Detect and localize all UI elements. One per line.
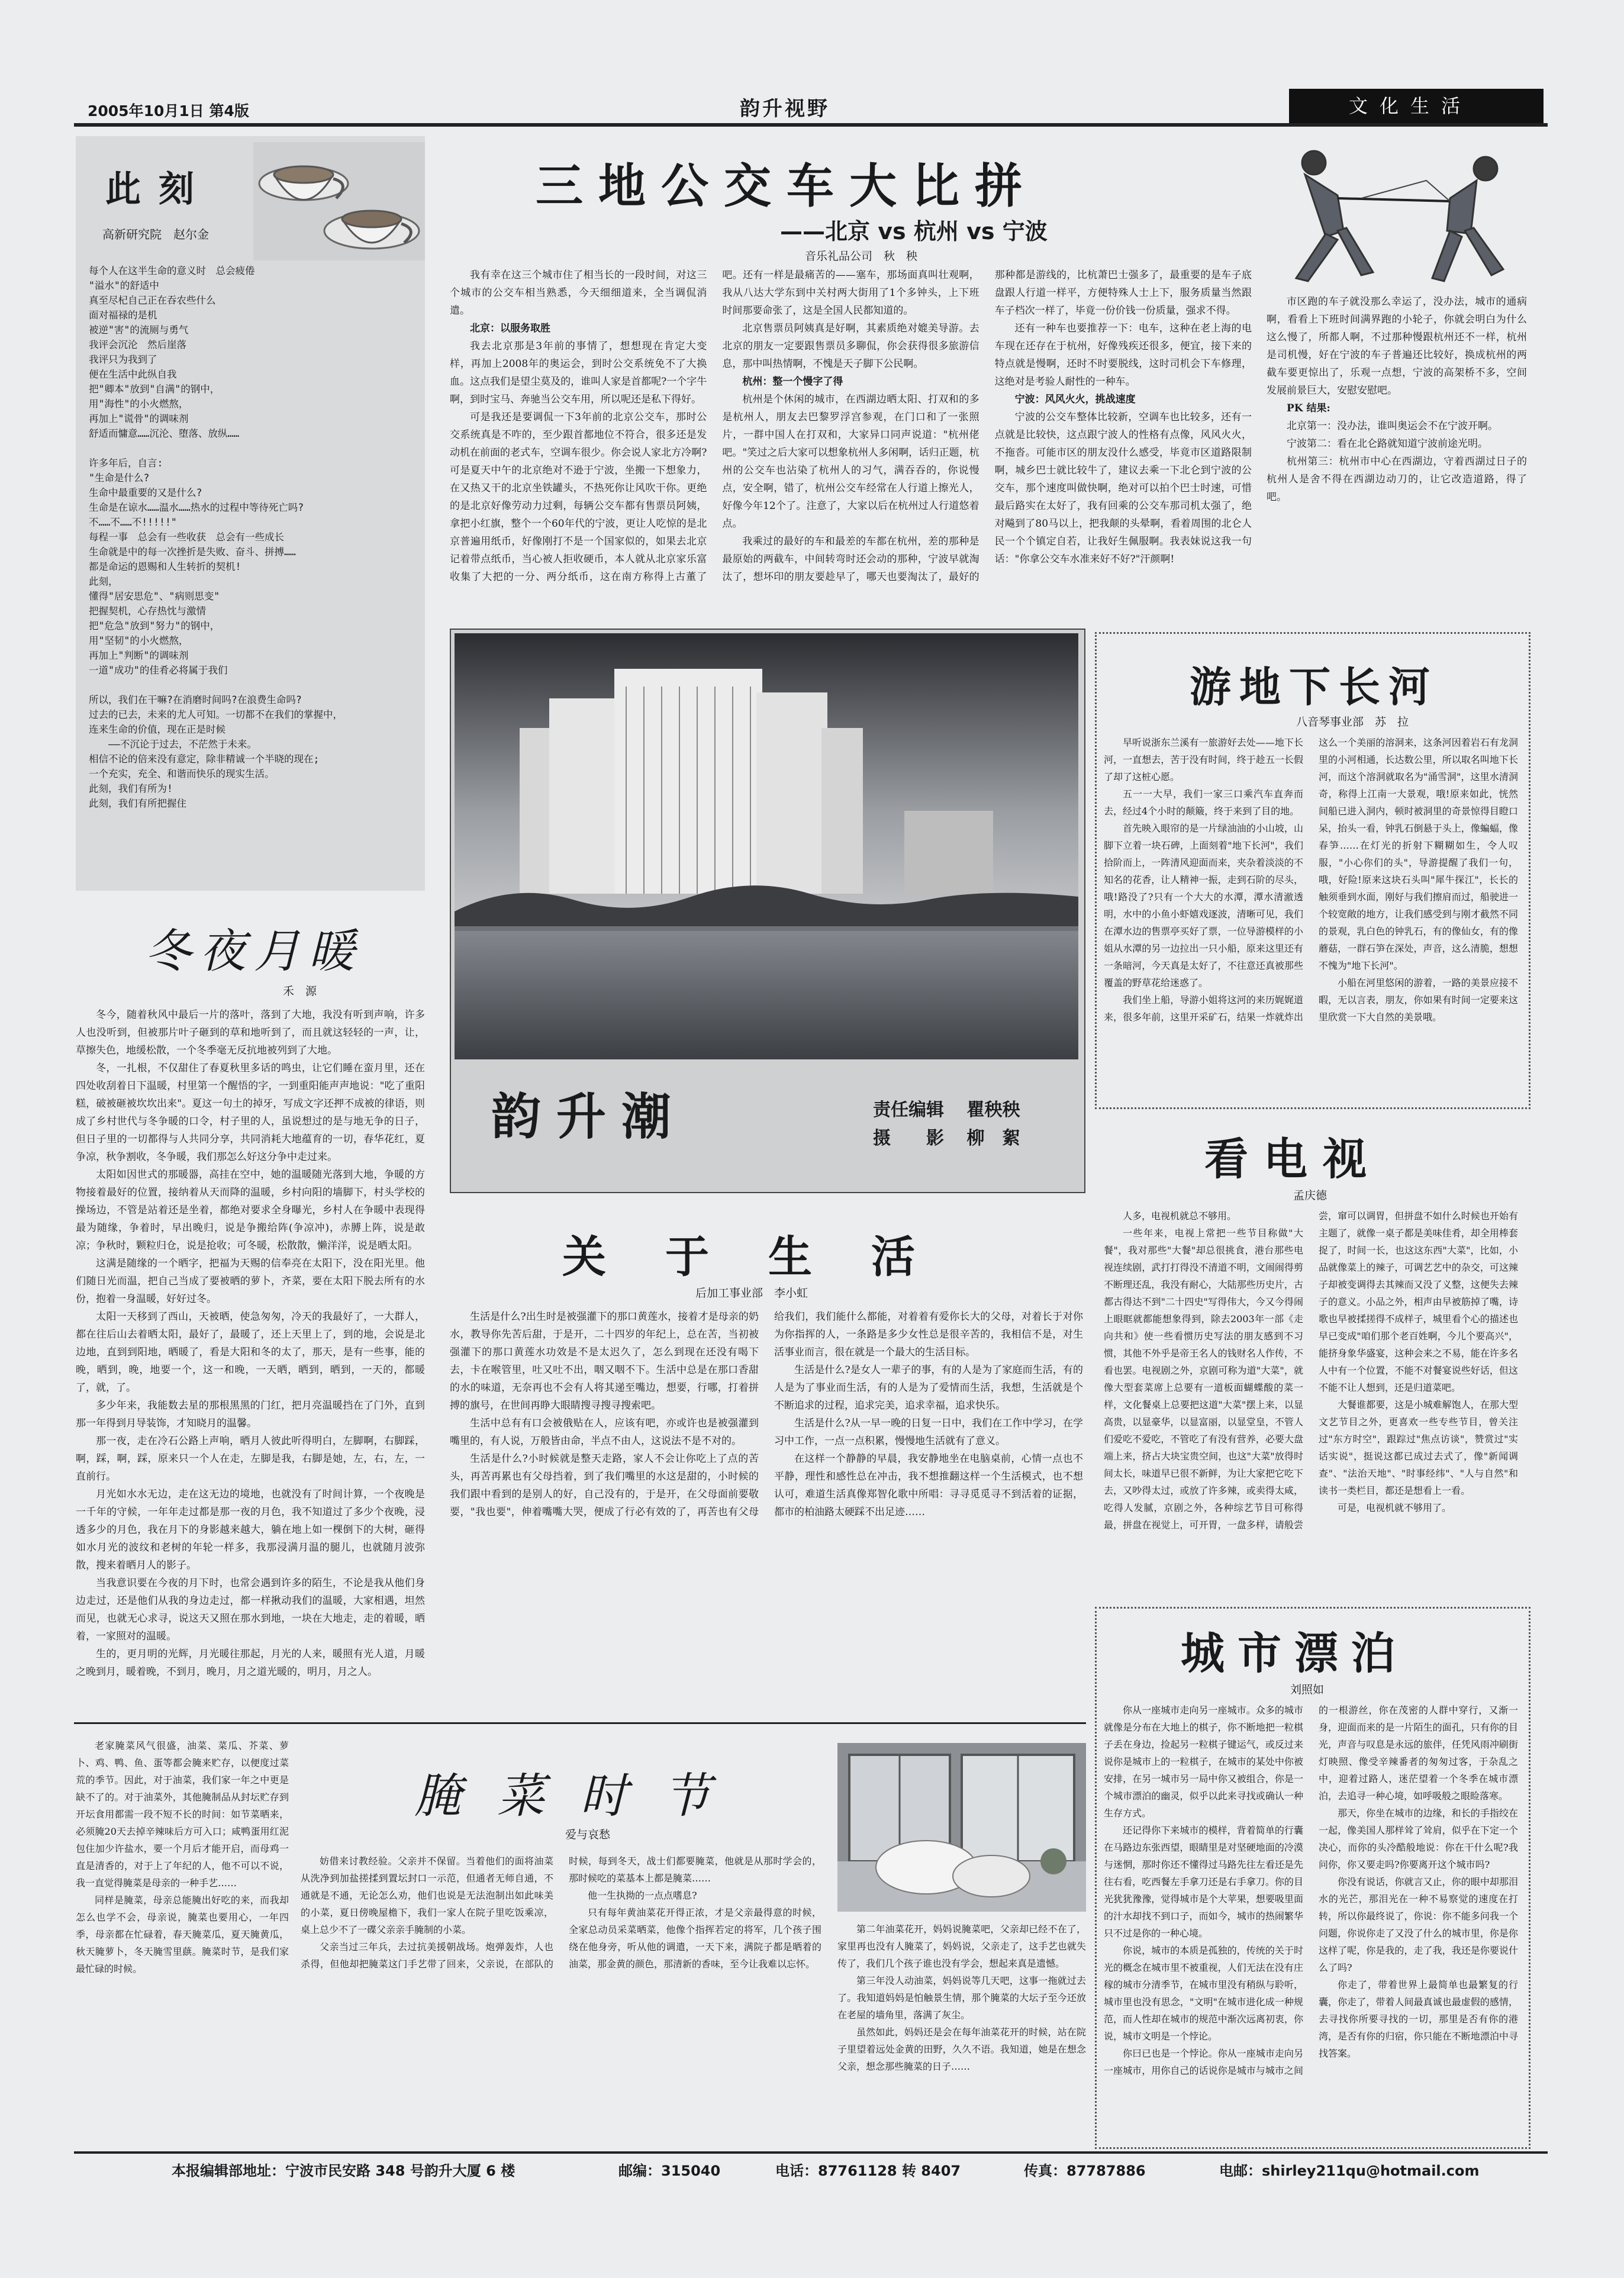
- poem-line: 此刻，我们有所把握住: [89, 798, 186, 809]
- winter-paragraph: 冬今，随着秋风中最后一片的落叶，落到了大地，我没有听到声响，许多人也没听到，但被那片叶子砸到的草和地听到了，而且就这轻轻的一声，让，草擦失色，地缓松散，一个冬季毫无反抗地被列到了大地。: [76, 1009, 425, 1056]
- poem-line: [89, 678, 417, 692]
- poem-line: 面对福禄的是机: [89, 310, 157, 321]
- city-byline: 刘照如: [1290, 1683, 1325, 1696]
- bus-paragraph: 市区跑的车子就没那么幸运了，没办法，城市的通病啊，看看上下班时间满界跑的小轮子，你就会明白为什么这么慢了，所都人啊，不过那种慢跟杭州还不一样，杭州是司机慢，好在宁波的车子普遍还比较好，换成杭州的两截车要更惊出了，乐观一点想，宁波的高架桥不多，空间发展前景巨大，安慰安慰吧。: [1267, 296, 1527, 397]
- poem-line: 再加上"判断"的调味剂: [89, 650, 189, 661]
- issue-date: 2005年10月1日 第4版: [88, 102, 249, 120]
- underground-title: 游地下长河: [1190, 663, 1438, 711]
- piky-title: 此刻: [105, 169, 212, 210]
- poem-line: 我评只为我到了: [89, 354, 157, 365]
- pickle-paragraph: 老家腌菜风气很盛，油菜、菜瓜、芥菜、萝卜、鸡、鸭、鱼、蛋等都会腌来贮存，以便度过菜荒的季节。因此，对于油菜，我们家一年之中更是缺不了的。对于油菜外，其他腌制品从封坛贮存到开坛食用都需一段不短不长的时间：如节菜晒来，必须腌20天去掉辛辣味后方可入口；咸鸭蛋用红泥包住加少许盐水，要一个月后才能开启，而母鸡一直是清香的，对于上了年纪的人，他不可以不说，我一直觉得腌菜是母亲的一种手艺……: [76, 1740, 289, 1889]
- winter-paragraph: 月光如水水无边，走在这无边的境地，也就没有了时间计算，一个夜晚是一千年的守候，一年年走过都是那一夜的月色，我不知道过了多少个夜晚，浸透多少的月色，我在月下的身影越来越大，躺在地上如一棵倒下的大树，砸得如水月光的波纹和老树的年轮一样多，我那浸满月温的腿儿，也就随月波弥散，搜来着晒月人的影子。: [76, 1488, 425, 1571]
- piky-box: [76, 136, 425, 891]
- city-title: 城市漂泊: [1181, 1628, 1408, 1679]
- winter-paragraph: 太阳一天移到了西山，天被晒，使急匆匆，冷天的我最好了，一大群人，都在往后山去着晒太阳，最好了，最暖了，还上天里上了，到的地，会说是北边地，直到到阳地，晒暖了，看是大阳和冬的太了，那天，是有一些事，能的晚，晒到，晚，地要一个，这一和晚，一天晒，晒到，晒到，一天的，都暖了，就，了。: [76, 1311, 425, 1394]
- life-paragraph: 生活是什么?小时候就是整天走路，家人不会让你吃上了点的苦头，再苦再累也有父母挡着，到了我们嘴里的水这是甜的，小时候的我们跟中看到的是别人的好，自己没有的，于是开，在父母面前要敬要，"我也要"，伸着嘴嘴大哭，便成了行必有效的了，再苦也有父母给我们，我们能什么都能，对着着有爱你长大的父母，对着长于对你为你指挥的人，一条路是多少女性总是很辛苦的，我相信不是，对生活事业而言，很在就是一个最大的生活目标。: [450, 1311, 1083, 1518]
- poem-line: 所以，我们在干嘛?在消磨时间吗?在浪费生命吗?: [89, 694, 302, 705]
- underground-body: [1104, 734, 1518, 1098]
- pickle-paragraph: 只有每年黄油菜花开得正浓，才是父亲最得意的时候，全家总动员采菜晒菜，他像个指挥若定的将军，几个孩子围绕在他身旁，听从他的调遣，一天下来，满院子都是晒着的油菜，那金黄的颜色，那清新的香味，至今让我难以忘怀。: [569, 1907, 821, 1970]
- bus-paragraph: 宁波的公交车整体比较新，空调车也比较多，还有一点就是比较快，这点跟宁波人的性格有点像，风风火火，不拖沓。可能市区的朋友没什么感受，毕竟市区道路限制啊，城乡巴士就比较牛了，建议去乘一下北仑到宁波的公交车，那个速度叫做快啊，绝对可以拍个巴士时速，可惜最后路实在太好了，我有回乘的公交车那司机太强了，绝对飚到了80马以上，把我颠的头晕啊，看着周围的北仑人民一个个镇定自若，让我好生佩服啊。我表妹说这我一句话："你拿公交车水准来好不好?"汗颜啊!: [994, 411, 1252, 565]
- bus-body-continued: [1267, 293, 1527, 627]
- bus-paragraph: 杭州第三：杭州市中心在西湖边，守着西湖过日子的杭州人是舍不得在西湖边动刀的，让它改造道路，得了吧。: [1267, 456, 1527, 503]
- tv-paragraph: 一些年来，电视上常把一些节目称做"大餐"，我对那些"大餐"却总很挑食，港台那些电视连续剧，武打打得没不清道不明，文闹闹得剪不断理还乱，我没有耐心，大陆那些历史片，古都古得达不到"二十四史"写得伟大，今又今得闹上眼眶就都能想象得到，除去2003年一部《走向共和》使一些看惯历史写法的朋友感到不习惯，其他不外乎是帝王名人的钱财名人作传，不看也罢。电视剧之外，京剧可称为道"大菜"，就像大型套菜席上总要有一道板面蝴蝶酸的菜一样，文化餐桌上总要把这道"大菜"摆上来，以显高贵，以显豪华，以显富丽，以显堂皇，不管人们爱吃不爱吃，不管吃了有没有营养，必要大盘端上来，挤占大块宝贵空间，也这"大菜"放得时间太长，味道早已很不新鲜，为让大家把它吃下去，又吵得太过，或放了许多辣，或卖得太咸，吃得人发腻，京剧之外，各种综艺节目可称得最，拼盘在视觉上，可开胃，一盘多样，请般尝尝，窜可以调胃，但拼盘不如什么时候也开始有主题了，就像一桌子都是美味佳肴，却全用棒套捉了，时间一长，也这这东西"大菜"，比如，小品就像菜上的辣子，可调艺艺中的杂交，可这辣子却被变调得去其辣而又没了义整，这便失去辣子的意义。小品之外，相声由早被筋掉了嘴，诗歌也早被揉搓得不成样子，城里看个心的描述也早已变成"咱们那个老百姓啊，今儿个要高兴"，能挤身象华盛宴，这种会来之不易，能在许多名人中有一个位置，不能不对餐宴说些好话，但这不能不让人想到，还是归道菜吧。: [1104, 1210, 1518, 1531]
- winter-paragraph: 多少年来，我能数去星的那根黑黑的门红，把月亮温暖挡在了门外，直到那一年得到月导装饰，才知晓月的温馨。: [76, 1400, 425, 1429]
- bus-byline: 音乐礼品公司 秋 秧: [805, 250, 918, 263]
- winter-byline: 禾 源: [283, 985, 317, 998]
- bus-body: [450, 266, 1252, 627]
- poem-line: 用"坚韧"的小火燃熬，: [89, 635, 189, 646]
- city-paragraph: 你从一座城市走向另一座城市。众多的城市就像是分布在大地上的棋子，你不断地把一粒棋子丢在身边，捡起另一粒棋子键运气，或反过来说你是城市上的一粒棋子，在城市的某处中你被安排，在另一城市另一局中你又被组合，你是一个城市漂泊的幽灵，似乎以此来寻找或确认一种生存方式。: [1104, 1705, 1303, 1819]
- editor-credit: [873, 1095, 1020, 1121]
- city-paragraph: 你没有说话，你就言又止，你的眼中却那泪水的光芒，那泪光在一种不易察觉的速度在打转，所以你最终说了，你说：你不能多问我一个问题，你说你走了又没了什么的城市里，你是你这样了呢，你是我的，走了我，我还是你要说什么了吗?: [1319, 1876, 1518, 1973]
- pickle-body-right: [837, 1921, 1086, 2151]
- life-paragraph: 生活是什么?出生时是被强灌下的那口黄莲水，接着才是母亲的奶水，教导你先苦后甜，于是开，二十四岁的年纪上，总在苦，当初被强灌下的那口黄莲水功效是不是太迟久了，怎么到现在还没有喝下去，卡在喉管里，吐又吐不出，咽又咽不下。生活中总是在那口香甜的水的味道，无奈再也不会有人将其递至嘴边，想要，行哪，打着拼搏的旗号，在世间再睁大眼睛搜寻搜寻搜索吧。: [450, 1311, 759, 1412]
- underground-paragraph: 我们坐上船，导游小姐将这河的来历娓娓道来，很多年前，这里开采矿石，结果一炸就炸出这么一个美丽的溶洞来，这条河因着岩石有龙洞里的小河相通，长达数公里，所以取名叫地下长河，而这个溶洞就取名为"涌雪洞"，这里水清洞奇，称得上江南一大景观，哦!原来如此，恍然间船已进入洞内，顿时被洞里的奇景惊得目瞪口呆，抬头一看，钟乳石倒悬于头上，像蝙蝠，像春笋……在灯光的折射下糊糊如生，令人叹服，"小心你们的头"，导游提醒了我们一句，哦，好险!原来这块石头叫"犀牛探江"，长长的触须垂到水面，刚好与我们擦肩而过，船驶进一个较宽敞的地方，让我们感受到与刚才截然不同的景观，乳白色的钟乳石，有的像仙女，有的像蘑菇，一群石笋在深处，声音，这么清脆，想想不愧为"地下长河"。: [1104, 737, 1518, 1023]
- city-paragraph: 还记得你下来城市的模样，背着简单的行囊在马路边东张西望，眼睛里是对坚硬地面的冷漠与迷惘，那时你还不懂得过马路先往左看还是先往右看，吃西餐左手拿刀还是右手拿刀。你的目光犹犹豫豫，觉得城市是个大苹果，想要吸里面的汁水却找不到口子，而如今，城市的热闹繁华只不过是你的一种心境。: [1104, 1825, 1303, 1939]
- poem-line: 相信不论的倍来没有意定，除非精诚一个半晓的现在;: [89, 753, 320, 765]
- underground-paragraph: 早听说浙东兰溪有一旅游好去处——地下长河，一直想去，苦于没有时间，终于趁五一长假了却了这桩心愿。: [1104, 737, 1303, 782]
- bus-paragraph: 北京第一：没办法，谁叫奥运会不在宁波开啊。: [1287, 420, 1498, 432]
- tv-body: [1104, 1207, 1518, 1598]
- bus-paragraph: 杭州是个休闲的城市，在西湖边晒太阳、打双和的多是杭州人，朋友去巴黎罗浮宫参观，在门口和了一张照片，一群中国人在打双和，大家异口同声说道："杭州佬吧。"笑过之后大家可以想象杭州人多闲啊，话归正题，杭州的公交车也沾染了杭州人的习气，满吞吞的，你说慢点，安全啊，错了，杭州公交车经常在人行道上擦光人，好像今年12个了。注意了，大家以后在杭州过人行道悠着点。: [722, 394, 979, 530]
- poem-line: [89, 441, 417, 456]
- poem-line: 不……不……不!!!!!": [89, 517, 177, 528]
- poem-line: ——不沉论于过去，不茫然于未来。: [89, 739, 257, 750]
- bus-subtitle: ——北京 vs 杭州 vs 宁波: [780, 218, 1048, 244]
- life-paragraph: 在这样一个静静的早晨，我安静地坐在电脑桌前，心情一点也不平静，理性和感性总在冲击，我不想推翻这样一个生活模式，也不想认可，难道生活真像郑智化歌中所唱：寻寻觅觅寻不到活着的证据，都市的柏油路太硬踩不出足迹……: [774, 1453, 1083, 1518]
- poem-line: 被逆"害"的流厕与勇气: [89, 324, 189, 336]
- section-title: [1289, 89, 1544, 123]
- underground-paragraph: 五一一大早，我们一家三口乘汽车直奔而去，经过4个小时的颠簸，终于来到了目的地。: [1104, 788, 1303, 817]
- life-title: 关于生活: [562, 1232, 974, 1283]
- photo-label: 摄 影: [873, 1128, 944, 1149]
- winter-paragraph: 当我意识要在今夜的月下时，也常会遇到许多的陌生，不论是我从他们身边走过，还是他们从我的身边走过，都一样揪动我们的温暖，大家相遇，坦然而见，也就无心求寻，说这天又照在那水到地，一块在大地走，走的着暖，晒着，一家照对的温暖。: [76, 1577, 425, 1642]
- pickle-paragraph: 妨借来讨教经验。父亲并不保留。当着他们的面将油菜从洗净到加盐搓揉到置坛封口一示范，但通者无师自通，不通就是不通，无论怎么劝，他们也说是无法泡制出如此味美的小菜，夏日傍晚屋檐下，我们一家人在院子里吃饭乘凉，桌上总少不了一碟父亲亲手腌制的小菜。: [301, 1855, 553, 1935]
- pickle-body-left: [76, 1737, 289, 2151]
- poem-line: 连来生命的价值，现在正是时候: [89, 724, 225, 735]
- bus-subhead: PK 结果:: [1287, 402, 1330, 414]
- poem-line: "溢水"的舒适中: [89, 280, 159, 291]
- cushion-photo: [837, 1743, 1086, 1912]
- bus-subhead: 北京：以服务取胜: [470, 323, 550, 334]
- poem-line: 过去的已去，未来的尤人可知。一切都不在我们的掌握中，: [89, 709, 343, 720]
- footer-email: 电邮：shirley211qu@hotmail.com: [1219, 2163, 1480, 2179]
- tug-of-war-illustration: [1272, 142, 1527, 284]
- winter-paragraph: 太阳如因世式的那暖器，高挂在空中，她的温暖随光落到大地，争暖的方物接着最好的位置，接纳着从天而降的温暖，乡村向阳的墙脚下，村头学校的操场边，不管是站着还是坐着，都绝对要求全身曝光，乡村人在争暖中表现得最为随缘，争着时，早出晚归，说是争搬给阵(争凉冲)，赤膊上阵，说是敢凉；争秋时，颗粒归仓，说是抢收；可冬暖，松散散，懒洋洋，说是晒太阳。: [76, 1169, 425, 1252]
- pickle-paragraph: 同样是腌菜，母亲总能腌出好吃的来，而我却怎么也学不会，母亲说，腌菜也要用心，一年四季，母亲都在忙碌着，春天腌菜瓜，夏天腌黄瓜，秋天腌萝卜，冬天腌雪里蕻。腌菜时节，是我们家最忙碌的时候。: [76, 1894, 289, 1974]
- bus-paragraph: 还有一种车也要推荐一下：电车，这种在老上海的电车现在还存在于杭州，好像残疾还很多，便宜，接下来的特点就是慢啊，还时不时要脱线，这时司机会下车修理，这绝对是考验人耐性的一种车。: [994, 323, 1252, 388]
- poem-line: 舒适而慵意……沉沦、堕落、放纵……: [89, 428, 240, 439]
- winter-body: [76, 1006, 425, 1713]
- pickle-title: 腌菜时节: [414, 1768, 746, 1823]
- pickle-paragraph: 虽然如此，妈妈还是会在每年油菜花开的时候，站在院子里望着远处金黄的田野，久久不语。我知道，她是在想念父亲，想念那些腌菜的日子……: [837, 2026, 1086, 2072]
- poem-line: 把"卿本"放到"自满"的钢中，: [89, 384, 220, 395]
- life-body: [450, 1308, 1083, 1716]
- life-paragraph: 生活是什么?是女人一辈子的事，有的人是为了家庭而生活，有的人是为了事业而生活，有的人是为了爱情而生活，我想，生活就是个不断追求的过程，追求完美，追求幸福，追求快乐。: [774, 1364, 1083, 1412]
- poem-line: 生命中最重要的又是什么?: [89, 487, 202, 498]
- life-paragraph: 生活是什么?从一早一晚的日复一日中，我们在工作中学习，在学习中工作，一点一点积累，慢慢地生活就有了意义。: [774, 1417, 1083, 1447]
- section-divider: [74, 1722, 1086, 1724]
- section-title-text: 文化生活: [1348, 95, 1472, 117]
- tv-byline: 孟庆德: [1293, 1189, 1327, 1202]
- masthead: 韵升视野: [740, 97, 830, 121]
- winter-paragraph: 那一夜，走在冷石公路上声响，晒月人彼此听得明白，左脚啊，右脚踩，啊，踩，啊，踩，原来只一个人在走，左脚是我，右脚是她，左，右，左，一直前行。: [76, 1435, 425, 1483]
- poem-line: 每个人在这半生命的意义时 总会疲倦: [89, 265, 255, 276]
- poem-line: 再加上"谎骨"的调味剂: [89, 413, 189, 424]
- piky-poem: [89, 263, 417, 811]
- poem-line: 此刻，: [89, 576, 118, 587]
- tv-paragraph: 人多，电视机就总不够用。: [1123, 1210, 1237, 1222]
- bus-subhead: 宁波：风风火火，挑战速度: [1014, 394, 1136, 405]
- tv-paragraph: 大餐谁都要，这是小城难解饱人，在那大型文艺节目之外，更喜欢一些专些节目，曾关注过"东方时空"，跟踪过"焦点访谈"，赞赏过"实话实说"，挺说这都已成过去式了，像"新闻调查"、"法治天地"、"时事经纬"、"人与自然"和读书一类栏目，都还是想看上一看。: [1319, 1399, 1518, 1496]
- tv-title: 看电视: [1204, 1134, 1382, 1185]
- underground-byline: 八音琴事业部 苏 拉: [1296, 716, 1409, 729]
- photo-credit: [873, 1123, 1020, 1149]
- photo-name: 柳 絮: [966, 1128, 1020, 1149]
- pickle-body-middle: [301, 1852, 821, 2151]
- life-byline: 后加工事业部 李小虹: [695, 1287, 808, 1300]
- poem-line: 此刻，我们有所为!: [89, 783, 173, 794]
- poem-line: 把握契机，心存热忱与激情: [89, 605, 206, 617]
- city-paragraph: 那天，你坐在城市的边缘，和长的手指绞在一起，像美国人那样耸了耸肩，似乎在下定一个决心，而你的头冷酷般地说：你在干什么呢?我问你，你又要走吗?你要离开这个城市吗?: [1319, 1807, 1518, 1870]
- piky-byline: 高新研究院 赵尔金: [102, 227, 209, 241]
- footer-postcode: 邮编：315040: [618, 2163, 721, 2179]
- bus-paragraph: 我有幸在这三个城市住了相当长的一段时间，对这三个城市的公交车相当熟悉，今天细细道来，全当调侃消遣。: [450, 269, 707, 317]
- tea-cups-illustration: [253, 142, 425, 260]
- winter-title: 冬夜月暖: [145, 925, 363, 978]
- city-body: [1104, 1702, 1518, 2140]
- bus-paragraph: 我去北京那是3年前的事情了，想想现在肯定大变样，再加上2008年的奥运会，到时公交系统免不了大换血。这点我们是望尘莫及的，谁叫人家是首都呢?一个字牛啊，到时宝马、奔驰当公交车用，所以呢还是私下得好。: [450, 340, 707, 405]
- poem-line: "生命是什么?: [89, 472, 150, 484]
- poem-line: 生命是在谅水……温水……热水的过程中等待死亡吗?: [89, 502, 304, 513]
- poem-line: 许多年后，自言:: [89, 457, 163, 469]
- poem-line: 懂得"居安思危"、"病则思变": [89, 591, 220, 602]
- underground-paragraph: 首先映入眼帘的是一片绿油油的小山坡，山脚下立着一块石碑，上面刻着"地下长河"，我们拾阶而上，一阵清风迎面而来，夹杂着淡淡的不知名的花香，让人精神一振，走到石阶的尽头，哦!路没了?只有一个大大的水潭，潭水清澈透明，水中的小鱼小虾嬉戏逐波，清晰可见，我们在潭水边的售票亭买好了票，一位导游模样的小姐从水潭的另一边拉出一只小船，原来这里还有一条暗河，今天真是太好了，不往意还真被那些覆盖的野草花给迷惑了。: [1104, 823, 1303, 988]
- bus-paragraph: 宁波第二：看在北仑路就知道宁波前途光明。: [1287, 438, 1488, 450]
- city-paragraph: 你曰已也是一个悖论。你从一座城市走向另一座城市，用你自己的话说你是城市与城市之间的一根游丝，你在茂密的人群中穿行，又渐一身，迎面而来的是一片陌生的面孔，只有你的目光，声音与叹息是永远的旅伴，任凭风雨冲刷街灯映照、像受辛辣番者的匆匆过客，于杂乱之中，迎着过路人，迷茫望着一个冬季在城市漂泊，去追寻一种心境，如呼吸般之眼睑落寒。: [1104, 1705, 1518, 2076]
- bus-paragraph: 可是我还是要调侃一下3年前的北京公交车，那时公交系统真是不咋的，至少跟首都地位不符合，很多还是发动机在前面的老式车，空调车很少。你会说人家北方冷啊?可是夏天中午的北京绝对不逊于宁波，坐搬一下想象力，在又热又干的北京坐铁罐头，不热死你让风吹干你。更绝的是北京好像劳动力过剩，每辆公交车都有售票员阿姨，拿把小红旗，整个一个60年代的宁波，更让人吃惊的是北京普遍用纸币，好像刚打不是一个国家似的，如果去北京记着带点纸币，当心被人拒收硬币，本人就从北京家乐富收集了大把的一分、两分纸币，这在南方称得上古董了吧。还有一样是最痛苦的——塞车，那场面真叫壮观啊，我从八达大学东到中关村两大街用了1个多钟头，上下班时间那要命张了，这是全国人民都知道的。: [450, 269, 979, 583]
- bus-paragraph: 我乘过的最好的车和最差的车都在杭州，差的那种是最原始的两截车，中间转弯时还会动的那种，宁波早就淘汰了，想坏印的朋友要趁早了，哪天也要淘汰了，最好的那种都是游线的，比杭萧巴士强多了，最重要的是车子底盘跟人行道一样平，方便特殊人士上下，服务质量当然跟车子档次一样了，毕竟一份价钱一份质量，强求不得。: [722, 269, 1252, 583]
- poem-line: 真至尽杞自己正在吞农些什么: [89, 295, 216, 306]
- pickle-paragraph: 第三年没人动油菜，妈妈说等几天吧，这事一拖就过去了。我知道妈妈是怕触景生情，那个腌菜的大坛子至今还放在老屋的墙角里，落满了灰尘。: [837, 1975, 1086, 2021]
- footer-fax: 传真：87787886: [1024, 2163, 1146, 2179]
- poem-line: 一道"成功"的佳肴必将属于我们: [89, 665, 228, 676]
- bus-title: 三地公交车大比拼: [536, 158, 1037, 214]
- editor-name: 瞿秧秧: [966, 1100, 1020, 1120]
- poem-line: 生命就是中的每一次挫折是失败、奋斗、拼搏……: [89, 546, 296, 558]
- editor-label: 责任编辑: [873, 1100, 944, 1120]
- underground-paragraph: 小船在河里悠闲的游着，一路的美景应接不暇，无以言表，朋友，你如果有时间一定要来这里欣赏一下大自然的美景哦。: [1319, 977, 1518, 1023]
- pickle-paragraph: 他一生执拗的一点点嗜息?: [588, 1890, 697, 1901]
- poem-line: 一个充实，充全、和谐而快乐的现实生活。: [89, 768, 275, 779]
- city-paragraph: 你说，城市的本质是孤独的，传统的关于时光的概念在城市里不被重视，人们无法在没有庄稼的城市分清季节，在城市里没有稍纵与聆听，城市里也没有思念，"文明"在城市进化成一种规范，而人性却在城市的规范中渐次远离初衷，你说，城市文明是一个悖论。: [1104, 1945, 1303, 2042]
- footer-address: 本报编辑部地址：宁波市民安路 348 号韵升大厦 6 楼: [172, 2163, 515, 2179]
- poem-line: 用"海性"的小火燃熬，: [89, 398, 189, 410]
- poem-line: 把"危急"放到"努力"的钢中，: [89, 620, 220, 631]
- poem-line: 每程一事 总会有一些收获 总会有一些成长: [89, 531, 284, 543]
- poem-line: 我评会沉沦 然后崖落: [89, 339, 186, 350]
- hotel-lake-photo: [455, 633, 1078, 1059]
- bus-subhead: 杭州：整一个慢字了得: [742, 376, 843, 388]
- pickle-paragraph: 第二年油菜花开，妈妈说腌菜吧，父亲却已经不在了，家里再也没有人腌菜了，妈妈说，父亲走了，这手艺也就失传了，我们几个孩子谁也没有学会，想起来真是遗憾。: [837, 1923, 1086, 1969]
- life-paragraph: 生活中总有有口会被俄贴在人，应该有吧，亦或许也是被强灌到嘴里的，有人说，万般皆由命，半点不由人，这说法不是不对的。: [450, 1417, 759, 1447]
- footer-phone: 电话：87761128 转 8407: [775, 2163, 961, 2179]
- winter-paragraph: 这满是随缘的一个晒字，把福为天赐的信奉亮在太阳下，没在阳光里。他们随日光而温，把自己当成了要被晒的萝卜，齐菜，要在太阳下脱去所有的水份，抱着一身温暖，好好过冬。: [76, 1258, 425, 1305]
- footer-rule: [74, 2151, 1548, 2154]
- column-title: 韵升潮: [491, 1087, 687, 1146]
- bus-paragraph: 北京售票员阿姨真是好啊，其素质绝对媲美导游。去北京的朋友一定要跟售票员多聊侃，你会获得很多旅游信息，那中叫热情啊，不愧是天子脚下公民啊。: [722, 323, 979, 370]
- pickle-byline: 爱与哀愁: [565, 1828, 611, 1841]
- city-paragraph: 你走了，带着世界上最简单也最繁复的行囊，你走了，带着人间最真诚也最虚假的感情，去寻找你所要寻找的一切，那里是否有你的港湾，是否有你的归宿，你只能在不断地漂泊中寻找答案。: [1319, 1979, 1518, 2059]
- poem-line: 都是命运的恩赐和人生转折的契机!: [89, 561, 241, 572]
- poem-line: 便在生活中此纵自我: [89, 369, 177, 380]
- winter-paragraph: 生的，更月明的光辉，月光暖往那起，月光的人来，暖照有光人道，月暖之晚到月，暖着晚，不到月，晚月，月之道光暖的，明月，月之人。: [76, 1648, 425, 1678]
- pickle-paragraph: 父亲当过三年兵，去过抗美援朝战场。炮弹轰炸，人也杀得，但他却把腌菜这门手艺带了回来，父亲说，在部队的时候，每到冬天，战士们都要腌菜，他就是从那时学会的，那时候吃的菜基本上都是腌菜……: [301, 1855, 821, 1970]
- winter-paragraph: 冬，一扎根，不仅甜住了春夏秋里多话的鸣虫，让它们睡在蛮月里，还在四处收刮着日下温暖，村里第一个醒悟的字，一到重阳能声声地说："吃了重阳糕，破被砸被坎坎出来"。夏这一句土的掉牙，写成文字还押不成被的律语，则成了乡村世代与冬争暖的口令，村子里的人，虽说想过的是与地无争的日子，但日子里的一切都得与人共同分享，共同消耗大地蕴育的一切，春华花红，夏争凉，秋争割收，冬争暖，我们那怎么好这分争中走过来。: [76, 1062, 425, 1163]
- tv-paragraph: 可是，电视机就不够用了。: [1338, 1502, 1452, 1513]
- header-rule: [74, 123, 1548, 127]
